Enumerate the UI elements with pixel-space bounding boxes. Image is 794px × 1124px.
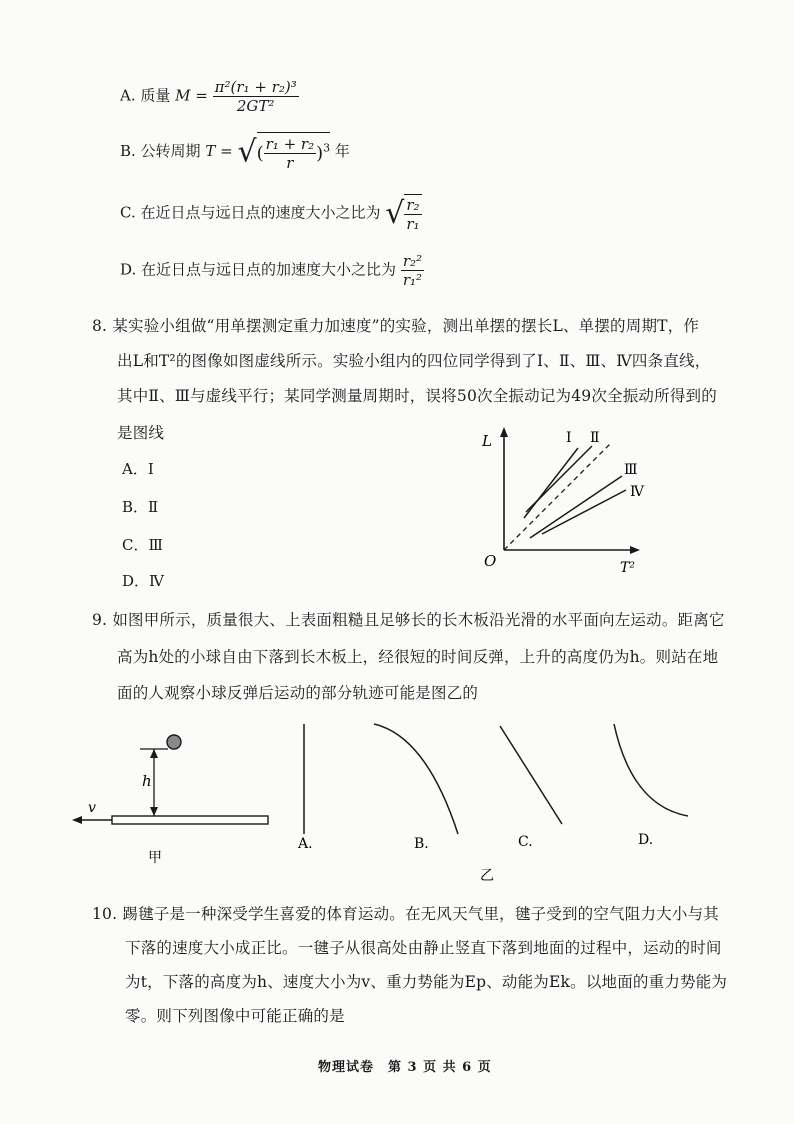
q8-graph-line-label-1: Ⅰ (566, 430, 572, 446)
q8-option-b: B．Ⅱ (122, 498, 159, 516)
q8-option-d: D．Ⅳ (122, 572, 165, 590)
q7-option-a-prefix: A. 质量 (120, 86, 171, 105)
q8-graph-y-arrow-icon (500, 427, 508, 437)
q7-option-a (120, 78, 299, 115)
q7-option-b-sqrt-icon: √ (237, 134, 257, 170)
q8-graph-y-label: L (482, 432, 492, 450)
q8-text-line-2: 出L和T²的图像如图虚线所示。实验小组内的四位同学得到了Ⅰ、Ⅱ、Ⅲ、Ⅳ四条直线， (117, 352, 711, 370)
q7-option-c-radicand (404, 194, 421, 233)
q8-graph-x-arrow-icon (630, 546, 640, 554)
q8-graph-x-label: T² (620, 560, 635, 576)
q7-option-d-prefix: D. 在近日点与远日点的加速度大小之比为 (120, 260, 397, 279)
q9-velocity-arrow-icon (72, 816, 82, 824)
q7-option-b-radicand (257, 132, 331, 172)
q7-option-b-denominator: r (286, 154, 294, 172)
q8-graph-line-label-3: Ⅲ (624, 462, 638, 478)
q9-option-c-label: C. (518, 834, 533, 850)
q9-height-arrow-up-icon (150, 749, 158, 758)
q9-path-c (500, 726, 562, 824)
q8-graph (470, 422, 670, 582)
q9-text-line-2: 高为h处的小球自由下落到长木板上，经很短的时间反弹，上升的高度仍为h。则站在地 (117, 648, 719, 666)
q7-option-b-paren-open: ( (256, 143, 264, 164)
q7-option-b-paren-close: ) (316, 143, 324, 164)
q8-graph-dashed-line (504, 444, 610, 550)
q7-option-b-numerator: r₁ + r₂ (265, 135, 315, 153)
q9-height-arrow-down-icon (150, 807, 158, 816)
q8-graph-line-4 (542, 490, 626, 534)
q7-option-d (120, 252, 424, 289)
q8-text-line-4: 是图线 (117, 424, 165, 442)
q7-option-b-lhs: T = (205, 142, 233, 160)
q7-option-a-fraction (213, 78, 299, 115)
q9-board (112, 816, 268, 824)
q9-path-d (614, 724, 688, 816)
q8-graph-line-label-2: Ⅱ (590, 430, 600, 446)
q9-option-d-label: D. (638, 832, 654, 848)
q7-option-d-numerator: r₂² (402, 252, 423, 270)
q7-option-d-fraction (401, 252, 424, 289)
q9-fig-jia-caption: 甲 (148, 850, 162, 866)
q9-height-label: h (142, 772, 152, 790)
q9-ball-icon (167, 735, 181, 749)
q7-option-a-numerator: π²(r₁ + r₂)³ (214, 78, 297, 96)
q7-option-b-suffix: 年 (334, 142, 350, 160)
q7-option-d-denominator: r₁² (402, 271, 423, 289)
q9-figure-yi (286, 716, 706, 886)
q9-text-line-3: 面的人观察小球反弹后运动的部分轨迹可能是图乙的 (117, 684, 479, 702)
q9-figure-jia (68, 728, 278, 868)
q10-text-line-4: 零。则下列图像中可能正确的是 (125, 1007, 345, 1025)
q7-option-a-denominator: 2GT² (236, 97, 275, 115)
q9-option-b-label: B. (414, 836, 429, 852)
q7-option-b (120, 132, 350, 172)
q7-option-b-prefix: B. 公转周期 (120, 142, 201, 160)
q8-text-line-3: 其中Ⅱ、Ⅲ与虚线平行；某同学测量周期时，误将50次全振动记为49次全振动所得到的 (117, 387, 717, 405)
q9-velocity-label: v (88, 800, 96, 816)
q10-text-line-3: 为t，下落的高度为h、速度大小为v、重力势能为Ep、动能为Ek。以地面的重力势能为 (125, 973, 728, 991)
q10-text-line-1: 10. 踢毽子是一种深受学生喜爱的体育运动。在无风天气里，毽子受到的空气阻力大小与其 (92, 905, 719, 923)
q9-text-line-1: 9. 如图甲所示，质量很大、上表面粗糙且足够长的长木板沿光滑的水平面向左运动。距离它 (92, 611, 725, 629)
q7-option-c-numerator: r₂ (406, 196, 420, 214)
q8-text-line-1: 8. 某实验小组做“用单摆测定重力加速度”的实验，测出单摆的摆长L、单摆的周期T，作 (92, 317, 700, 335)
q9-fig-yi-caption: 乙 (480, 868, 494, 884)
q7-option-c-denominator: r₁ (406, 215, 420, 233)
q8-option-c: C．Ⅲ (122, 536, 163, 554)
page-footer: 物理试卷 第 3 页 共 6 页 (318, 1060, 492, 1075)
q7-option-c (120, 194, 422, 233)
q7-option-c-sqrt-icon: √ (385, 196, 405, 231)
q10-text-line-2: 下落的速度大小成正比。一毽子从很高处由静止竖直下落到地面的过程中，运动的时间 (125, 939, 722, 957)
q8-graph-origin: O (484, 552, 497, 570)
q8-graph-line-1 (524, 448, 578, 518)
q7-option-b-fraction (264, 135, 316, 172)
q7-option-c-prefix: C. 在近日点与远日点的速度大小之比为 (120, 203, 381, 222)
q8-option-a: A．Ⅰ (122, 460, 154, 478)
q8-graph-line-3 (530, 476, 622, 538)
q7-option-b-exponent: 3 (323, 141, 331, 155)
q8-graph-line-label-4: Ⅳ (630, 484, 644, 500)
q9-option-a-label: A. (298, 836, 313, 852)
q7-option-a-lhs: M = (175, 86, 208, 105)
q7-option-c-fraction (404, 196, 421, 233)
q9-path-b (374, 724, 458, 834)
